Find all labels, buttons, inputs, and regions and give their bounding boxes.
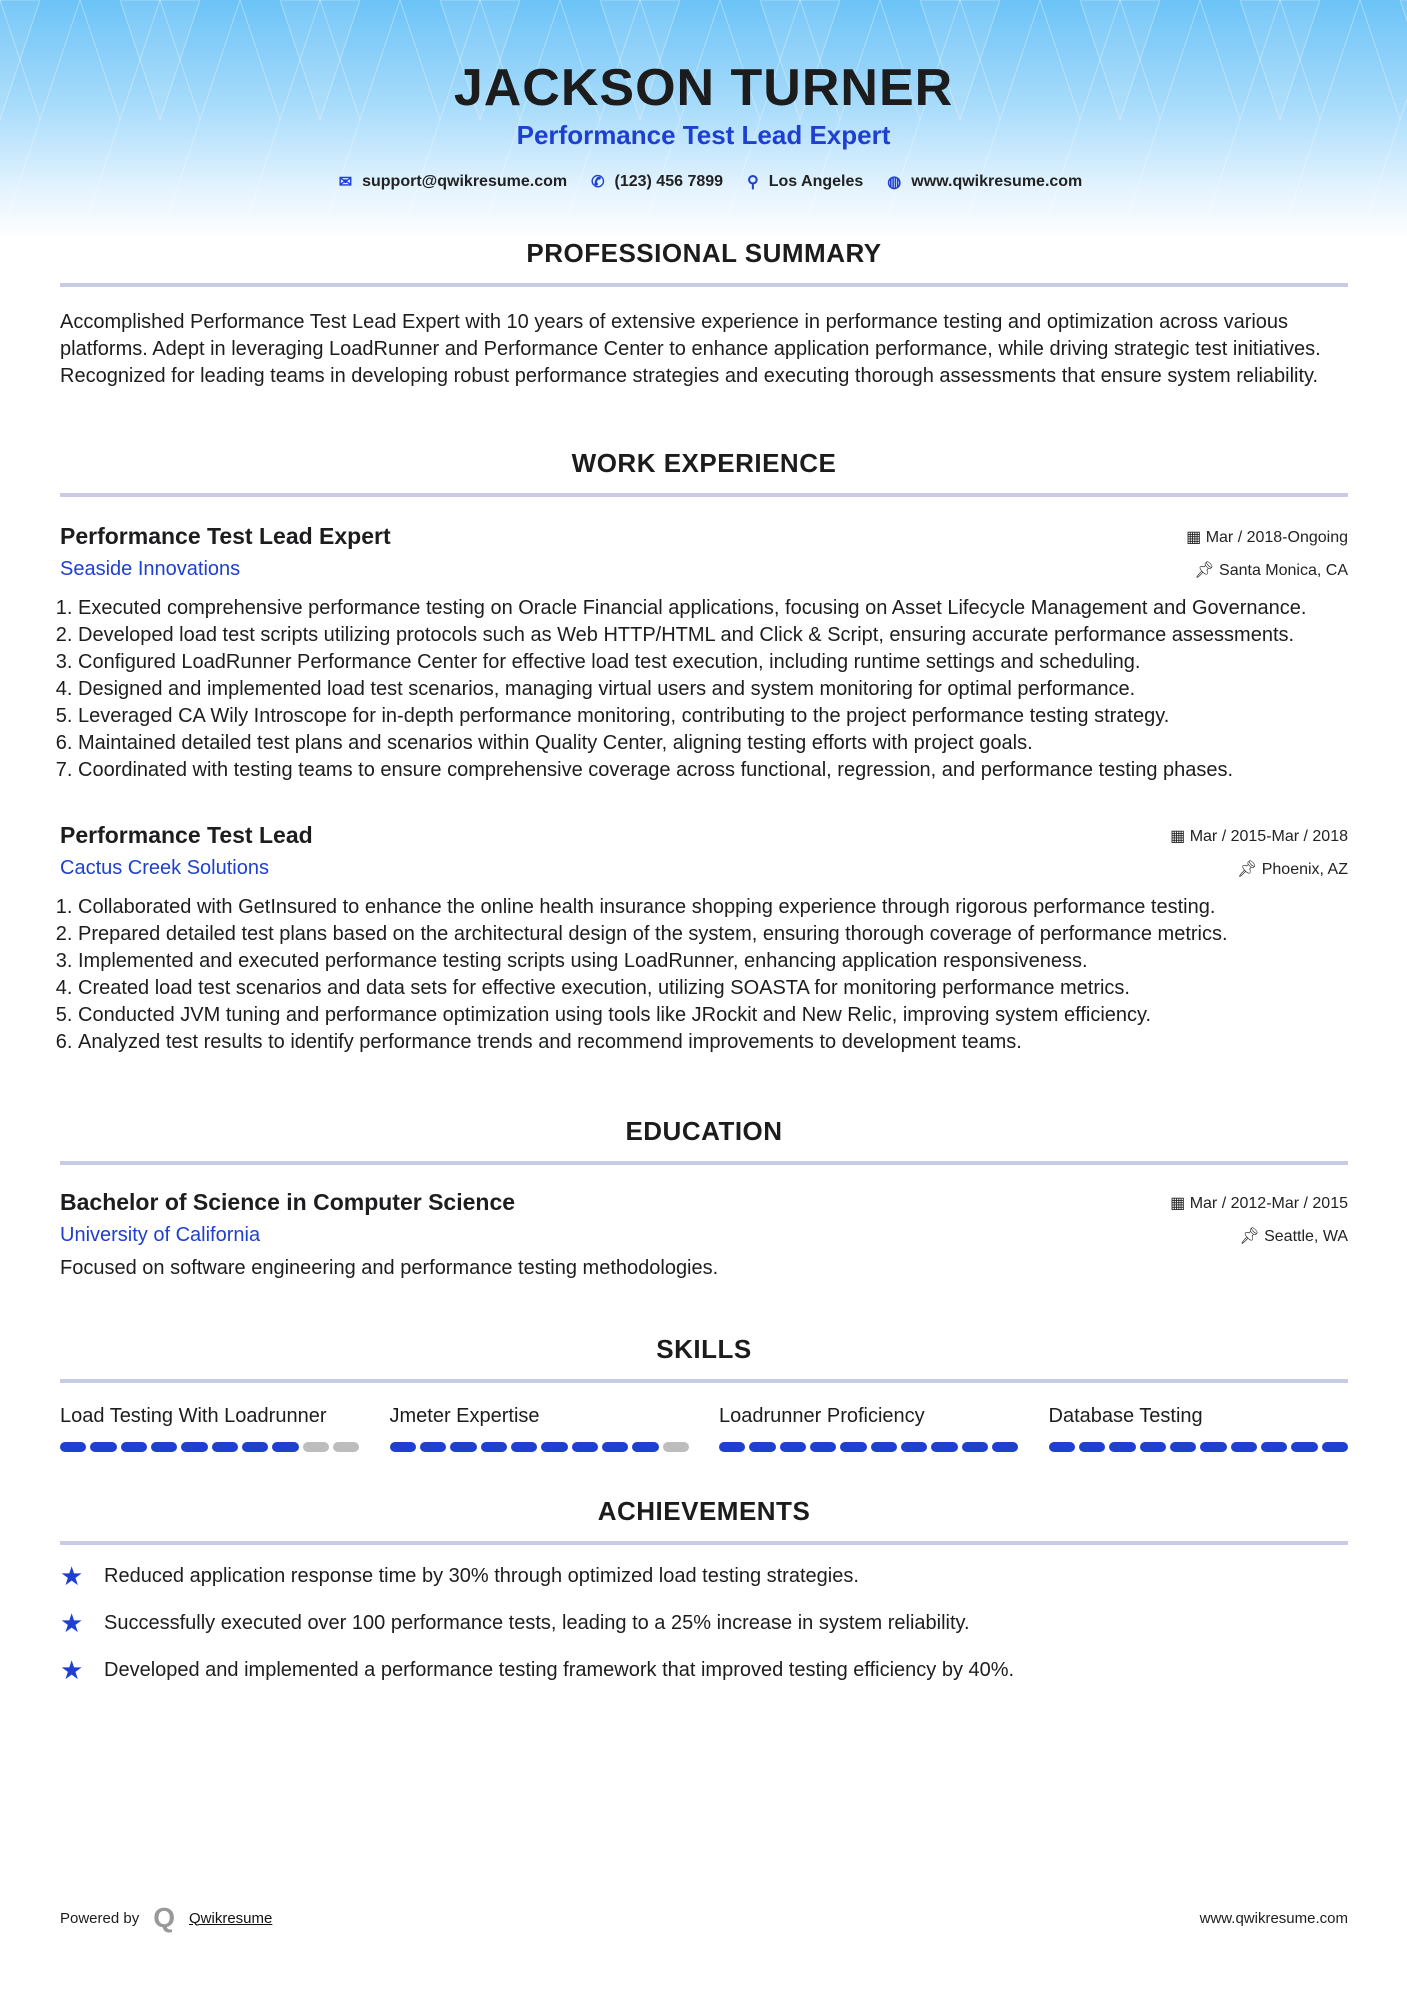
education-description: Focused on software engineering and performance testing methodologies. xyxy=(60,1257,719,1279)
achievement-item xyxy=(60,1608,1348,1639)
achievement-text: Reduced application response time by 30% through optimized load testing strategies. xyxy=(104,1565,859,1587)
skill-item xyxy=(1049,1405,1349,1452)
bullet: 4. Created load test scenarios and data sets for effective execution, utilizing SOASTA for monitoring performance metrics. xyxy=(78,975,1348,1002)
skill-level-segment xyxy=(1231,1442,1257,1452)
skill-level-segment xyxy=(1170,1442,1196,1452)
skill-level-segment xyxy=(1261,1442,1287,1452)
calendar-icon: ▦ xyxy=(1170,1194,1190,1212)
job-location: 📌︎ Phoenix, AZ xyxy=(1236,860,1348,878)
website[interactable]: www.qwikresume.com xyxy=(911,173,1083,190)
school: University of California xyxy=(60,1224,261,1246)
skill-level-segment xyxy=(1200,1442,1226,1452)
bullet: 2. Developed load test scripts utilizing protocols such as Web HTTP/HTML and Click & Script, ensuring accurate performance assessments. xyxy=(78,622,1348,649)
achievement-text: Developed and implemented a performance testing framework that improved testing efficiency by 40%. xyxy=(104,1659,1015,1681)
bullet: 2. Prepared detailed test plans based on the architectural design of the system, ensuring thorough coverage of performance metrics. xyxy=(78,921,1348,948)
phone-icon: ✆ xyxy=(591,174,605,191)
candidate-title: Performance Test Lead Expert xyxy=(516,120,891,150)
bullet: 4. Designed and implemented load test scenarios, managing virtual users and system monitoring for optimal performance. xyxy=(78,676,1348,703)
skill-level-segment xyxy=(780,1442,806,1452)
phone: (123) 456 7899 xyxy=(614,173,724,190)
skill-name: Load Testing With Loadrunner xyxy=(60,1405,327,1427)
skill-level-segment xyxy=(450,1442,476,1452)
summary-text: Accomplished Performance Test Lead Expert with 10 years of extensive experience in performance testing and optimization across various platforms. Adept in leveraging LoadRunner and Performance Center to enhance application performance, while driving strategic test initiatives. Recognized for leading teams in developing robust performance strategies and executing thorough assessments that ensure system reliability. xyxy=(60,311,1321,387)
bullet: 5. Leveraged CA Wily Introscope for in-depth performance monitoring, contributing to the project performance testing strategy. xyxy=(78,703,1348,730)
job-title: Performance Test Lead xyxy=(60,822,313,848)
powered-by: Powered by xyxy=(60,1909,140,1927)
section-heading-experience: WORK EXPERIENCE xyxy=(60,448,1348,497)
skill-level-segment xyxy=(1291,1442,1317,1452)
skill-level-segment xyxy=(1079,1442,1105,1452)
skill-level-segment xyxy=(1049,1442,1075,1452)
skill-bar xyxy=(60,1442,360,1452)
skill-name: Jmeter Expertise xyxy=(389,1405,540,1427)
job-entry xyxy=(60,822,1348,1056)
skill-bar xyxy=(390,1442,690,1452)
skill-level-segment xyxy=(840,1442,866,1452)
skill-level-segment xyxy=(871,1442,897,1452)
achievement-item xyxy=(60,1561,1348,1592)
star-award-icon: ★ xyxy=(60,1608,84,1638)
calendar-icon: ▦ xyxy=(1170,827,1190,845)
email[interactable]: support@qwikresume.com xyxy=(362,173,568,190)
bullet: 1. Executed comprehensive performance testing on Oracle Financial applications, focusing on Asset Lifecycle Management and Governance. xyxy=(78,595,1348,622)
skill-level-segment xyxy=(390,1442,416,1452)
contact-bar xyxy=(0,172,1407,192)
skill-level-segment xyxy=(303,1442,329,1452)
skill-bar xyxy=(719,1442,1019,1452)
skill-level-segment xyxy=(333,1442,359,1452)
header-banner xyxy=(0,0,1407,240)
job-date: ▦ Mar / 2018-Ongoing xyxy=(1186,528,1348,546)
job-bullets xyxy=(60,894,1348,1056)
bullet: 6. Analyzed test results to identify performance trends and recommend improvements to development teams. xyxy=(78,1029,1348,1056)
skill-level-segment xyxy=(602,1442,628,1452)
skill-level-segment xyxy=(90,1442,116,1452)
location: Los Angeles xyxy=(768,173,864,190)
bullet: 7. Coordinated with testing teams to ensure comprehensive coverage across functional, regression, and performance testing phases. xyxy=(78,757,1348,784)
company: Seaside Innovations xyxy=(60,558,241,580)
star-award-icon: ★ xyxy=(60,1655,84,1685)
skill-level-segment xyxy=(242,1442,268,1452)
bullet: 3. Configured LoadRunner Performance Center for effective load test execution, including runtime settings and scheduling. xyxy=(78,649,1348,676)
section-heading-education: EDUCATION xyxy=(60,1116,1348,1165)
skill-level-segment xyxy=(663,1442,689,1452)
skill-level-segment xyxy=(572,1442,598,1452)
job-bullets xyxy=(60,595,1348,784)
skill-level-segment xyxy=(992,1442,1018,1452)
achievement-text: Successfully executed over 100 performance tests, leading to a 25% increase in system reliability. xyxy=(104,1612,970,1634)
education-location: 📌︎ Seattle, WA xyxy=(1239,1227,1348,1245)
bullet: 1. Collaborated with GetInsured to enhance the online health insurance shopping experience through rigorous performance testing. xyxy=(78,894,1348,921)
bullet: 5. Conducted JVM tuning and performance optimization using tools like JRockit and New Relic, improving system efficiency. xyxy=(78,1002,1348,1029)
email-icon: ✉ xyxy=(338,174,353,191)
education-entry xyxy=(60,1189,1348,1282)
skill-level-segment xyxy=(511,1442,537,1452)
footer-site[interactable]: www.qwikresume.com xyxy=(1199,1909,1348,1927)
section-heading-skills: SKILLS xyxy=(60,1334,1348,1383)
skill-level-segment xyxy=(151,1442,177,1452)
pin-icon: 📌︎ xyxy=(1239,1227,1265,1245)
job-date: ▦ Mar / 2015-Mar / 2018 xyxy=(1170,827,1348,845)
brand-link[interactable]: Qwikresume xyxy=(189,1909,273,1927)
education-date: ▦ Mar / 2012-Mar / 2015 xyxy=(1170,1194,1348,1212)
skill-name: Loadrunner Proficiency xyxy=(719,1405,925,1427)
skill-level-segment xyxy=(931,1442,957,1452)
job-title: Performance Test Lead Expert xyxy=(60,523,391,549)
skill-item xyxy=(719,1405,1019,1452)
star-award-icon: ★ xyxy=(60,1561,84,1591)
bullet: 3. Implemented and executed performance testing scripts using LoadRunner, enhancing application responsiveness. xyxy=(78,948,1348,975)
skill-item xyxy=(390,1405,690,1452)
skill-level-segment xyxy=(181,1442,207,1452)
skill-level-segment xyxy=(962,1442,988,1452)
skill-level-segment xyxy=(719,1442,745,1452)
job-location: 📌︎ Santa Monica, CA xyxy=(1194,561,1348,579)
skill-level-segment xyxy=(481,1442,507,1452)
skill-level-segment xyxy=(901,1442,927,1452)
skill-level-segment xyxy=(60,1442,86,1452)
skill-level-segment xyxy=(212,1442,238,1452)
bullet: 6. Maintained detailed test plans and scenarios within Quality Center, aligning testing efforts with project goals. xyxy=(78,730,1348,757)
pin-icon: 📌︎ xyxy=(1194,561,1220,579)
candidate-name: JACKSON TURNER xyxy=(453,59,954,117)
calendar-icon: ▦ xyxy=(1186,528,1206,546)
skill-bar xyxy=(1049,1442,1349,1452)
footer xyxy=(60,1902,1348,1934)
skill-level-segment xyxy=(632,1442,658,1452)
skill-name: Database Testing xyxy=(1048,1405,1203,1427)
section-heading-summary: PROFESSIONAL SUMMARY xyxy=(60,238,1348,287)
job-entry xyxy=(60,523,1348,784)
skill-level-segment xyxy=(420,1442,446,1452)
section-heading-achievements: ACHIEVEMENTS xyxy=(60,1496,1348,1545)
skill-level-segment xyxy=(749,1442,775,1452)
skill-item xyxy=(60,1405,360,1452)
qwikresume-logo-icon: Q xyxy=(153,1902,175,1933)
skill-level-segment xyxy=(121,1442,147,1452)
pin-icon: 📌︎ xyxy=(1236,860,1262,878)
skill-level-segment xyxy=(1140,1442,1166,1452)
skill-level-segment xyxy=(810,1442,836,1452)
degree: Bachelor of Science in Computer Science xyxy=(60,1189,516,1215)
skill-level-segment xyxy=(1322,1442,1348,1452)
location-pin-icon: ⚲ xyxy=(747,174,759,191)
globe-icon: ◍ xyxy=(887,174,902,191)
skill-level-segment xyxy=(541,1442,567,1452)
achievement-item xyxy=(60,1655,1348,1686)
skill-level-segment xyxy=(1109,1442,1135,1452)
company: Cactus Creek Solutions xyxy=(60,857,269,879)
skill-level-segment xyxy=(272,1442,298,1452)
